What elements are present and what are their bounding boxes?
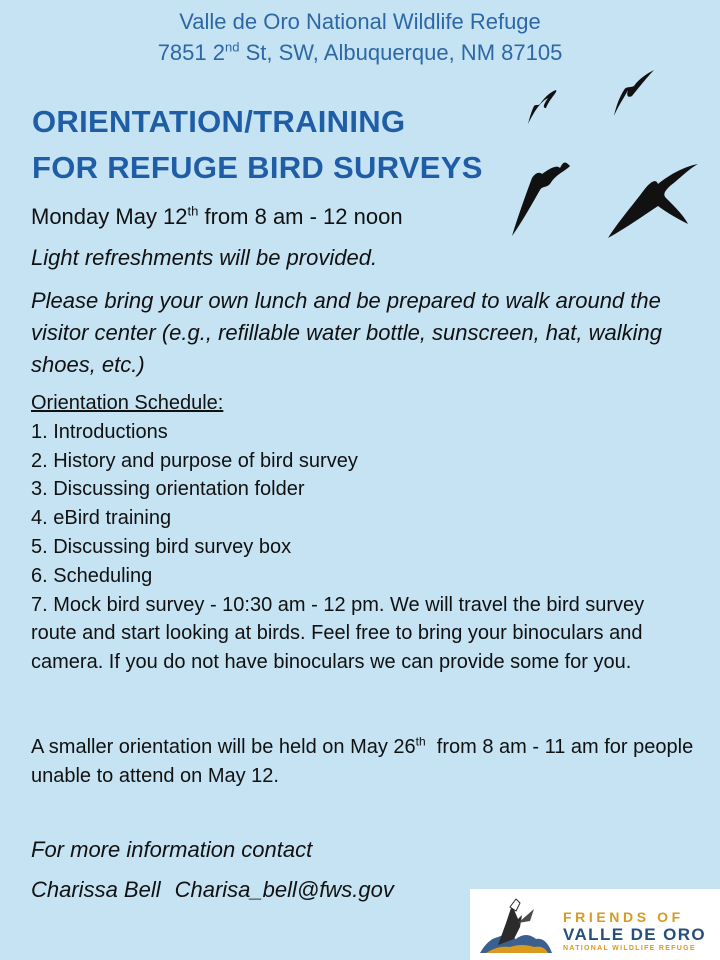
title-line-1: ORIENTATION/TRAINING bbox=[32, 104, 406, 139]
schedule-heading: Orientation Schedule: bbox=[31, 392, 224, 414]
logo-line-2: VALLE DE ORO bbox=[563, 925, 707, 944]
contact-name: Charissa Bell bbox=[31, 877, 161, 902]
list-item: 2. History and purpose of bird survey bbox=[31, 449, 358, 472]
orientation-schedule bbox=[31, 389, 681, 677]
smaller-orientation-note: A smaller orientation will be held on May 26th from 8 am - 11 am for people unable to attend on May 12. bbox=[31, 734, 699, 787]
schedule-list bbox=[31, 418, 681, 677]
list-item: 3. Discussing orientation folder bbox=[31, 478, 305, 501]
org-name: Valle de Oro National Wildlife Refuge bbox=[179, 9, 541, 34]
friends-of-valle-de-oro-logo bbox=[470, 889, 720, 960]
bird-silhouette-4 bbox=[608, 164, 698, 238]
list-item: 4. eBird training bbox=[31, 507, 172, 530]
list-item: 1. Introductions bbox=[31, 420, 168, 443]
logo-line-1: FRIENDS OF bbox=[563, 909, 684, 925]
flyer-header bbox=[0, 6, 720, 68]
event-date: Monday May 12th from 8 am - 12 noon bbox=[31, 203, 403, 229]
list-item: 7. Mock bird survey - 10:30 am - 12 pm. We will travel the bird survey route and start looking at birds. Feel free to bring your binoculars and camera. If you do not have binoculars we can provide some for you. bbox=[31, 593, 645, 674]
list-item: 6. Scheduling bbox=[31, 564, 153, 587]
title-line-2: FOR REFUGE BIRD SURVEYS bbox=[32, 150, 483, 185]
bring-lunch-note: Please bring your own lunch and be prepared to walk around the visitor center (e.g., refillable water bottle, sunscreen, hat, walking shoes, etc.) bbox=[31, 288, 662, 377]
refreshments-note: Light refreshments will be provided. bbox=[31, 245, 378, 270]
bird-silhouette-3 bbox=[512, 163, 570, 237]
page-title bbox=[32, 99, 483, 191]
logo-emblem-icon bbox=[476, 893, 556, 957]
bird-silhouette-1 bbox=[528, 90, 556, 124]
bird-silhouette-2 bbox=[614, 70, 654, 116]
flying-birds-illustration bbox=[500, 60, 720, 250]
address: 7851 2nd St, SW, Albuquerque, NM 87105 bbox=[157, 39, 563, 65]
contact-label: For more information contact bbox=[31, 837, 313, 862]
list-item: 5. Discussing bird survey box bbox=[31, 535, 292, 558]
contact-line bbox=[31, 870, 394, 910]
contact-email[interactable]: Charisa_bell@fws.gov bbox=[174, 877, 394, 902]
logo-line-3: NATIONAL WILDLIFE REFUGE bbox=[563, 945, 696, 952]
contact-info bbox=[31, 830, 394, 910]
